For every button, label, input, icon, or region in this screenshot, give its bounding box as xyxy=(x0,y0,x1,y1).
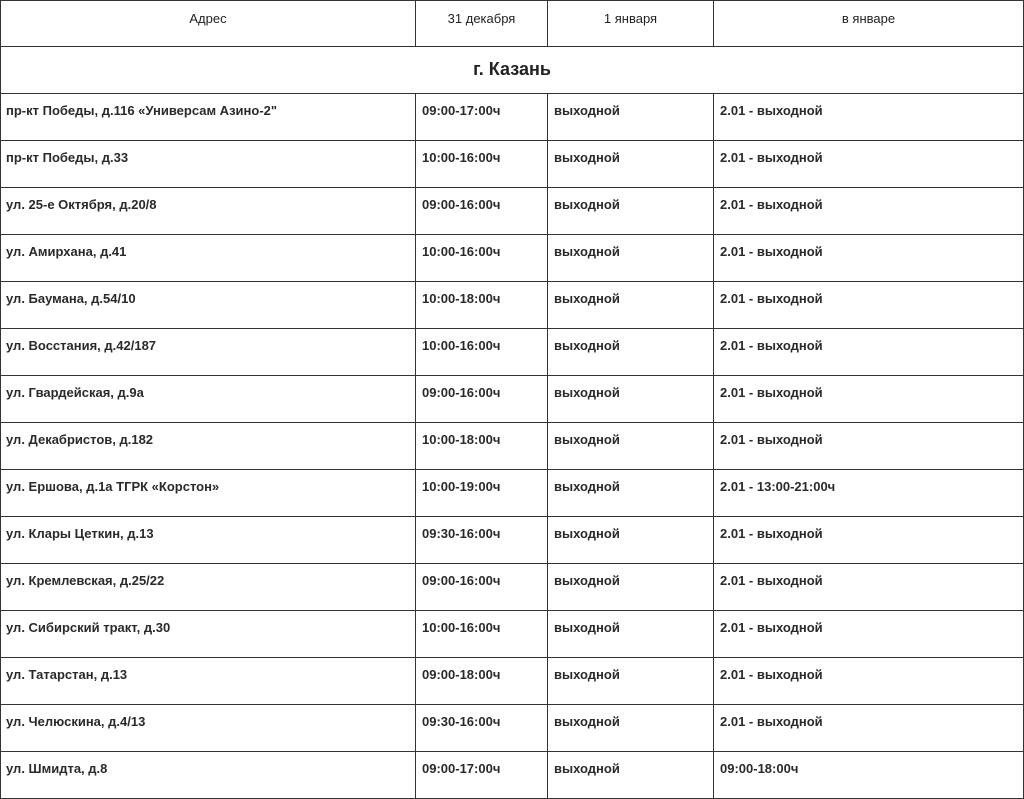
cell-january: 2.01 - выходной xyxy=(714,235,1024,282)
cell-address: ул. Кремлевская, д.25/22 xyxy=(1,564,416,611)
cell-dec31: 09:00-17:00ч xyxy=(416,94,548,141)
table-row xyxy=(1,470,1024,517)
cell-address: ул. Татарстан, д.13 xyxy=(1,658,416,705)
cell-jan1: выходной xyxy=(548,611,714,658)
cell-dec31: 10:00-19:00ч xyxy=(416,470,548,517)
cell-dec31: 09:30-16:00ч xyxy=(416,517,548,564)
cell-address: пр-кт Победы, д.33 xyxy=(1,141,416,188)
table-row xyxy=(1,611,1024,658)
cell-address: ул. Гвардейская, д.9а xyxy=(1,376,416,423)
cell-dec31: 09:00-18:00ч xyxy=(416,658,548,705)
table-row xyxy=(1,423,1024,470)
cell-dec31: 09:00-16:00ч xyxy=(416,564,548,611)
cell-address: ул. Баумана, д.54/10 xyxy=(1,282,416,329)
cell-dec31: 09:00-16:00ч xyxy=(416,188,548,235)
cell-jan1: выходной xyxy=(548,423,714,470)
cell-address: пр-кт Победы, д.116 «Универсам Азино-2" xyxy=(1,94,416,141)
cell-dec31: 10:00-18:00ч xyxy=(416,423,548,470)
cell-jan1: выходной xyxy=(548,141,714,188)
cell-january: 2.01 - выходной xyxy=(714,282,1024,329)
table-row xyxy=(1,235,1024,282)
header-january: в январе xyxy=(714,1,1024,47)
cell-jan1: выходной xyxy=(548,376,714,423)
cell-jan1: выходной xyxy=(548,282,714,329)
cell-january: 2.01 - выходной xyxy=(714,188,1024,235)
cell-dec31: 10:00-16:00ч xyxy=(416,141,548,188)
table-row xyxy=(1,141,1024,188)
cell-address: ул. Декабристов, д.182 xyxy=(1,423,416,470)
cell-jan1: выходной xyxy=(548,705,714,752)
cell-jan1: выходной xyxy=(548,94,714,141)
cell-dec31: 10:00-16:00ч xyxy=(416,235,548,282)
table-row xyxy=(1,705,1024,752)
cell-january: 2.01 - выходной xyxy=(714,376,1024,423)
cell-dec31: 10:00-18:00ч xyxy=(416,282,548,329)
cell-jan1: выходной xyxy=(548,564,714,611)
cell-january: 2.01 - выходной xyxy=(714,658,1024,705)
cell-jan1: выходной xyxy=(548,517,714,564)
table-header-row xyxy=(1,1,1024,47)
cell-address: ул. Клары Цеткин, д.13 xyxy=(1,517,416,564)
cell-jan1: выходной xyxy=(548,658,714,705)
table-row xyxy=(1,752,1024,799)
cell-january: 2.01 - выходной xyxy=(714,611,1024,658)
cell-january: 2.01 - выходной xyxy=(714,94,1024,141)
cell-january: 2.01 - выходной xyxy=(714,141,1024,188)
city-title: г. Казань xyxy=(1,47,1024,94)
cell-january: 2.01 - выходной xyxy=(714,329,1024,376)
cell-dec31: 09:00-17:00ч xyxy=(416,752,548,799)
cell-address: ул. Шмидта, д.8 xyxy=(1,752,416,799)
cell-jan1: выходной xyxy=(548,752,714,799)
cell-january: 2.01 - выходной xyxy=(714,564,1024,611)
cell-dec31: 10:00-16:00ч xyxy=(416,611,548,658)
cell-jan1: выходной xyxy=(548,188,714,235)
cell-dec31: 09:30-16:00ч xyxy=(416,705,548,752)
cell-dec31: 09:00-16:00ч xyxy=(416,376,548,423)
cell-january: 2.01 - выходной xyxy=(714,517,1024,564)
table-row xyxy=(1,658,1024,705)
cell-january: 2.01 - выходной xyxy=(714,423,1024,470)
table-row xyxy=(1,329,1024,376)
cell-jan1: выходной xyxy=(548,470,714,517)
header-jan1: 1 января xyxy=(548,1,714,47)
table-row xyxy=(1,517,1024,564)
cell-jan1: выходной xyxy=(548,235,714,282)
cell-address: ул. Восстания, д.42/187 xyxy=(1,329,416,376)
cell-january: 09:00-18:00ч xyxy=(714,752,1024,799)
header-dec31: 31 декабря xyxy=(416,1,548,47)
table-row xyxy=(1,282,1024,329)
table-row xyxy=(1,564,1024,611)
table-row xyxy=(1,376,1024,423)
city-row xyxy=(1,47,1024,94)
cell-january: 2.01 - выходной xyxy=(714,705,1024,752)
cell-address: ул. Челюскина, д.4/13 xyxy=(1,705,416,752)
table-row xyxy=(1,188,1024,235)
cell-address: ул. Сибирский тракт, д.30 xyxy=(1,611,416,658)
cell-address: ул. Ершова, д.1а ТГРК «Корстон» xyxy=(1,470,416,517)
cell-dec31: 10:00-16:00ч xyxy=(416,329,548,376)
cell-jan1: выходной xyxy=(548,329,714,376)
table-row xyxy=(1,94,1024,141)
cell-address: ул. Амирхана, д.41 xyxy=(1,235,416,282)
header-address: Адрес xyxy=(1,1,416,47)
cell-january: 2.01 - 13:00-21:00ч xyxy=(714,470,1024,517)
cell-address: ул. 25-е Октября, д.20/8 xyxy=(1,188,416,235)
